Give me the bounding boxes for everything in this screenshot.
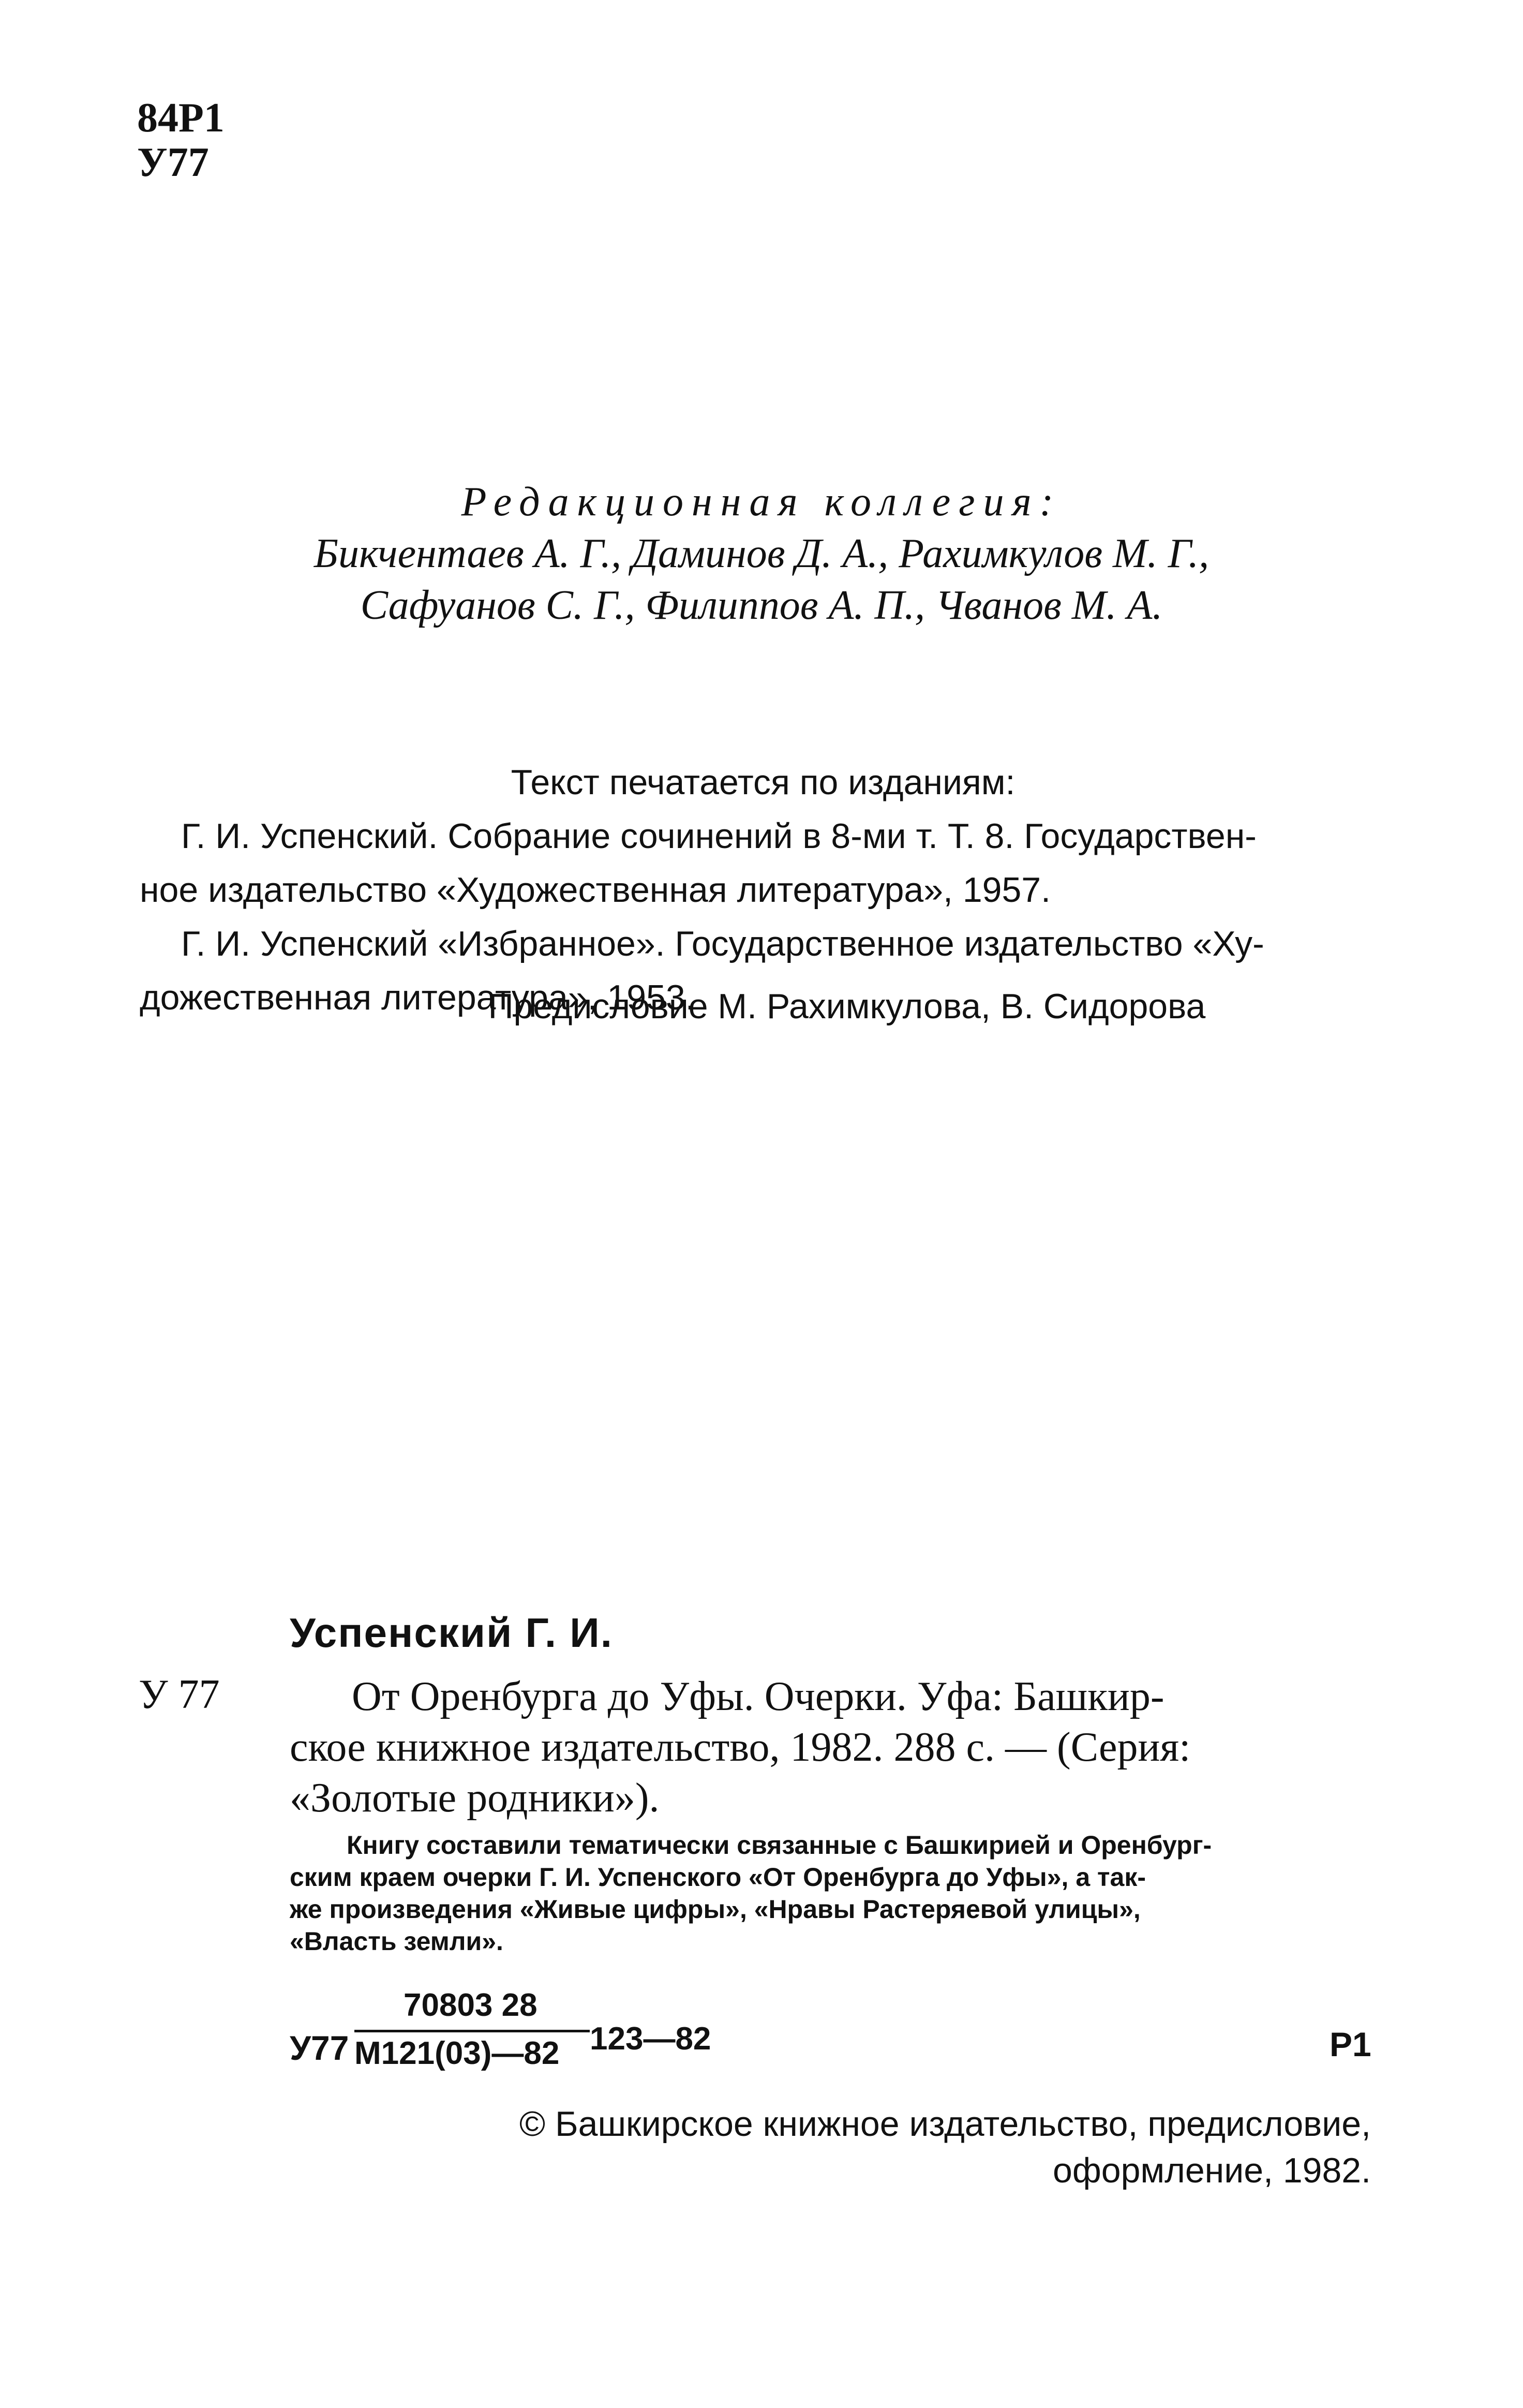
annotation-line-4: «Власть земли». [290, 1927, 503, 1956]
source-2-line-1: Г. И. Успенский «Избранное». Государственное издательство «Ху- [181, 924, 1264, 963]
copyright-line-1: © Башкирское книжное издательство, предисловие, [519, 2104, 1371, 2144]
annotation-line-1: Книгу составили тематически связанные с Башкирией и Оренбург- [347, 1831, 1212, 1860]
annotation-line-2: ским краем очерки Г. И. Успенского «От Оренбурга до Уфы», а так- [290, 1863, 1146, 1892]
catalog-author: Успенский Г. И. [290, 1610, 613, 1656]
catalog-annotation [290, 1829, 1386, 1957]
classification-code [137, 96, 225, 185]
index-prefix: У77 [290, 2029, 349, 2067]
index-denominator: М121(03)—82 [354, 2035, 560, 2071]
editorial-board-line-2: Сафуанов С. Г., Филиппов А. П., Чванов М. А. [360, 583, 1163, 628]
index-suffix: 123—82 [590, 2021, 711, 2057]
catalog-description [290, 1671, 1386, 1823]
source-2-line-2: дожественная литература», 1953. [140, 978, 695, 1017]
description-line-2: ское книжное издательство, 1982. 288 с. — (Серия: [290, 1725, 1191, 1770]
source-1-line-1: Г. И. Успенский. Собрание сочинений в 8-ми т. Т. 8. Государствен- [181, 816, 1257, 856]
catalog-code: У 77 [139, 1672, 220, 1717]
classification-line-2: У77 [137, 140, 209, 185]
description-line-1: От Оренбурга до Уфы. Очерки. Уфа: Башкир- [352, 1674, 1164, 1719]
classification-line-1: 84Р1 [137, 95, 225, 141]
editorial-board-heading: Редакционная коллегия: [461, 479, 1062, 525]
editorial-board [0, 476, 1523, 631]
sources-heading: Текст печатается по изданиям: [511, 763, 1016, 802]
preface-credit: Предисловие М. Рахимкулова, В. Сидорова [488, 987, 1206, 1026]
index-fraction-bar [354, 2030, 590, 2032]
copyright-notice [466, 2101, 1371, 2194]
index-bbk: Р1 [1330, 2025, 1371, 2063]
index-numerator: 70803 28 [404, 1987, 537, 2023]
annotation-line-3: же произведения «Живые цифры», «Нравы Растеряевой улицы», [290, 1895, 1141, 1924]
description-line-3: «Золотые родники»). [290, 1775, 660, 1821]
copyright-line-2: оформление, 1982. [1053, 2151, 1371, 2190]
source-1-line-2: ное издательство «Художественная литература», 1957. [140, 870, 1051, 910]
editorial-board-line-1: Бикчентаев А. Г., Даминов Д. А., Рахимкулов М. Г., [313, 531, 1210, 576]
